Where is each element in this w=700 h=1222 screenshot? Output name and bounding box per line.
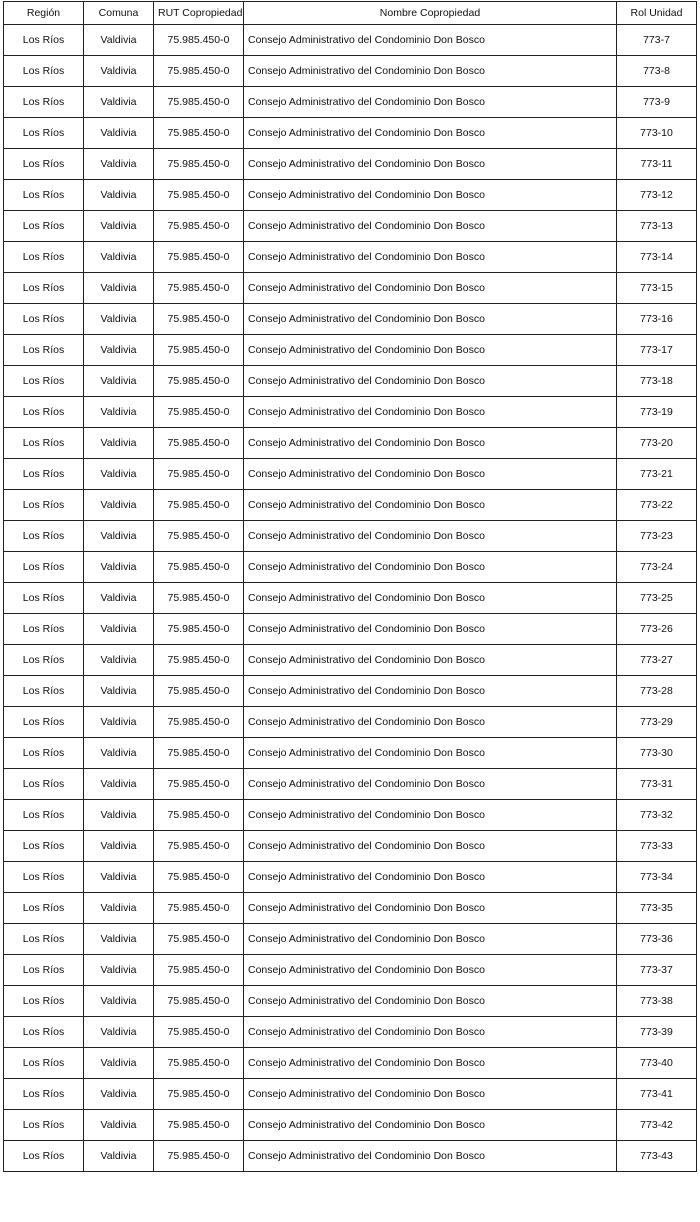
rol-cell: 773-32	[617, 800, 697, 831]
nombre-cell: Consejo Administrativo del Condominio Don Bosco	[244, 1141, 617, 1172]
nombre-cell: Consejo Administrativo del Condominio Don Bosco	[244, 862, 617, 893]
rut-cell: 75.985.450-0	[154, 1079, 244, 1110]
comuna-cell: Valdivia	[84, 831, 154, 862]
rut-cell: 75.985.450-0	[154, 862, 244, 893]
nombre-cell: Consejo Administrativo del Condominio Don Bosco	[244, 955, 617, 986]
region-cell: Los Ríos	[4, 459, 84, 490]
rut-cell: 75.985.450-0	[154, 986, 244, 1017]
rut-cell: 75.985.450-0	[154, 25, 244, 56]
table-row	[4, 118, 697, 149]
nombre-cell: Consejo Administrativo del Condominio Don Bosco	[244, 118, 617, 149]
rut-cell: 75.985.450-0	[154, 304, 244, 335]
region-cell: Los Ríos	[4, 862, 84, 893]
comuna-cell: Valdivia	[84, 738, 154, 769]
nombre-cell: Consejo Administrativo del Condominio Don Bosco	[244, 769, 617, 800]
rol-cell: 773-9	[617, 87, 697, 118]
nombre-cell: Consejo Administrativo del Condominio Don Bosco	[244, 25, 617, 56]
comuna-cell: Valdivia	[84, 273, 154, 304]
region-cell: Los Ríos	[4, 552, 84, 583]
table-row	[4, 56, 697, 87]
comuna-cell: Valdivia	[84, 986, 154, 1017]
rol-cell: 773-26	[617, 614, 697, 645]
rut-cell: 75.985.450-0	[154, 56, 244, 87]
nombre-cell: Consejo Administrativo del Condominio Don Bosco	[244, 986, 617, 1017]
nombre-cell: Consejo Administrativo del Condominio Don Bosco	[244, 428, 617, 459]
comuna-cell: Valdivia	[84, 924, 154, 955]
region-cell: Los Ríos	[4, 211, 84, 242]
table-row	[4, 893, 697, 924]
rut-cell: 75.985.450-0	[154, 707, 244, 738]
rut-cell: 75.985.450-0	[154, 273, 244, 304]
rut-cell: 75.985.450-0	[154, 87, 244, 118]
rut-cell: 75.985.450-0	[154, 366, 244, 397]
nombre-cell: Consejo Administrativo del Condominio Don Bosco	[244, 397, 617, 428]
table-row	[4, 738, 697, 769]
rut-cell: 75.985.450-0	[154, 645, 244, 676]
rut-cell: 75.985.450-0	[154, 676, 244, 707]
comuna-cell: Valdivia	[84, 676, 154, 707]
rol-cell: 773-33	[617, 831, 697, 862]
table-row	[4, 428, 697, 459]
rut-cell: 75.985.450-0	[154, 428, 244, 459]
nombre-cell: Consejo Administrativo del Condominio Don Bosco	[244, 831, 617, 862]
rol-cell: 773-8	[617, 56, 697, 87]
rol-cell: 773-40	[617, 1048, 697, 1079]
comuna-cell: Valdivia	[84, 955, 154, 986]
region-cell: Los Ríos	[4, 1110, 84, 1141]
rol-cell: 773-10	[617, 118, 697, 149]
region-cell: Los Ríos	[4, 1017, 84, 1048]
table-row	[4, 614, 697, 645]
rut-cell: 75.985.450-0	[154, 118, 244, 149]
header-nombre-copropiedad: Nombre Copropiedad	[244, 2, 617, 25]
rol-cell: 773-28	[617, 676, 697, 707]
nombre-cell: Consejo Administrativo del Condominio Don Bosco	[244, 149, 617, 180]
comuna-cell: Valdivia	[84, 521, 154, 552]
comuna-cell: Valdivia	[84, 56, 154, 87]
rol-cell: 773-14	[617, 242, 697, 273]
comuna-cell: Valdivia	[84, 242, 154, 273]
comuna-cell: Valdivia	[84, 1048, 154, 1079]
comuna-cell: Valdivia	[84, 211, 154, 242]
rol-cell: 773-22	[617, 490, 697, 521]
region-cell: Los Ríos	[4, 521, 84, 552]
table-row	[4, 955, 697, 986]
table-row	[4, 800, 697, 831]
region-cell: Los Ríos	[4, 800, 84, 831]
rol-cell: 773-43	[617, 1141, 697, 1172]
comuna-cell: Valdivia	[84, 149, 154, 180]
rol-cell: 773-27	[617, 645, 697, 676]
comuna-cell: Valdivia	[84, 304, 154, 335]
nombre-cell: Consejo Administrativo del Condominio Don Bosco	[244, 1017, 617, 1048]
region-cell: Los Ríos	[4, 893, 84, 924]
region-cell: Los Ríos	[4, 676, 84, 707]
nombre-cell: Consejo Administrativo del Condominio Don Bosco	[244, 1048, 617, 1079]
comuna-cell: Valdivia	[84, 366, 154, 397]
region-cell: Los Ríos	[4, 614, 84, 645]
comuna-cell: Valdivia	[84, 862, 154, 893]
comuna-cell: Valdivia	[84, 1110, 154, 1141]
rut-cell: 75.985.450-0	[154, 1141, 244, 1172]
comuna-cell: Valdivia	[84, 645, 154, 676]
table-row	[4, 459, 697, 490]
table-row	[4, 707, 697, 738]
table-row	[4, 645, 697, 676]
table-row	[4, 149, 697, 180]
comuna-cell: Valdivia	[84, 397, 154, 428]
nombre-cell: Consejo Administrativo del Condominio Don Bosco	[244, 676, 617, 707]
region-cell: Los Ríos	[4, 583, 84, 614]
rut-cell: 75.985.450-0	[154, 397, 244, 428]
rol-cell: 773-24	[617, 552, 697, 583]
region-cell: Los Ríos	[4, 56, 84, 87]
rut-cell: 75.985.450-0	[154, 614, 244, 645]
comuna-cell: Valdivia	[84, 25, 154, 56]
rol-cell: 773-18	[617, 366, 697, 397]
rol-cell: 773-20	[617, 428, 697, 459]
comuna-cell: Valdivia	[84, 490, 154, 521]
rut-cell: 75.985.450-0	[154, 1048, 244, 1079]
table-row	[4, 1079, 697, 1110]
rut-cell: 75.985.450-0	[154, 955, 244, 986]
nombre-cell: Consejo Administrativo del Condominio Don Bosco	[244, 645, 617, 676]
rol-cell: 773-36	[617, 924, 697, 955]
nombre-cell: Consejo Administrativo del Condominio Don Bosco	[244, 893, 617, 924]
table-row	[4, 986, 697, 1017]
header-rol-unidad: Rol Unidad	[617, 2, 697, 25]
table-row	[4, 769, 697, 800]
region-cell: Los Ríos	[4, 180, 84, 211]
rut-cell: 75.985.450-0	[154, 242, 244, 273]
table-row	[4, 335, 697, 366]
table-row	[4, 87, 697, 118]
region-cell: Los Ríos	[4, 738, 84, 769]
region-cell: Los Ríos	[4, 25, 84, 56]
rut-cell: 75.985.450-0	[154, 490, 244, 521]
rol-cell: 773-12	[617, 180, 697, 211]
rol-cell: 773-16	[617, 304, 697, 335]
comuna-cell: Valdivia	[84, 1079, 154, 1110]
table-row	[4, 552, 697, 583]
header-comuna: Comuna	[84, 2, 154, 25]
table-row	[4, 273, 697, 304]
nombre-cell: Consejo Administrativo del Condominio Don Bosco	[244, 583, 617, 614]
rut-cell: 75.985.450-0	[154, 583, 244, 614]
nombre-cell: Consejo Administrativo del Condominio Don Bosco	[244, 56, 617, 87]
region-cell: Los Ríos	[4, 118, 84, 149]
table-row	[4, 583, 697, 614]
comuna-cell: Valdivia	[84, 893, 154, 924]
nombre-cell: Consejo Administrativo del Condominio Don Bosco	[244, 459, 617, 490]
table-row	[4, 1110, 697, 1141]
region-cell: Los Ríos	[4, 490, 84, 521]
rol-cell: 773-30	[617, 738, 697, 769]
rol-cell: 773-34	[617, 862, 697, 893]
rol-cell: 773-35	[617, 893, 697, 924]
table-body	[4, 25, 697, 1172]
table-row	[4, 831, 697, 862]
table-row	[4, 1141, 697, 1172]
header-region: Región	[4, 2, 84, 25]
rol-cell: 773-42	[617, 1110, 697, 1141]
nombre-cell: Consejo Administrativo del Condominio Don Bosco	[244, 273, 617, 304]
rol-cell: 773-37	[617, 955, 697, 986]
rut-cell: 75.985.450-0	[154, 459, 244, 490]
region-cell: Los Ríos	[4, 273, 84, 304]
region-cell: Los Ríos	[4, 707, 84, 738]
table-row	[4, 366, 697, 397]
rol-cell: 773-23	[617, 521, 697, 552]
rut-cell: 75.985.450-0	[154, 521, 244, 552]
table-row	[4, 304, 697, 335]
table-row	[4, 676, 697, 707]
nombre-cell: Consejo Administrativo del Condominio Don Bosco	[244, 366, 617, 397]
nombre-cell: Consejo Administrativo del Condominio Don Bosco	[244, 800, 617, 831]
rut-cell: 75.985.450-0	[154, 1017, 244, 1048]
rut-cell: 75.985.450-0	[154, 800, 244, 831]
nombre-cell: Consejo Administrativo del Condominio Don Bosco	[244, 490, 617, 521]
rol-cell: 773-29	[617, 707, 697, 738]
rol-cell: 773-25	[617, 583, 697, 614]
nombre-cell: Consejo Administrativo del Condominio Don Bosco	[244, 552, 617, 583]
region-cell: Los Ríos	[4, 87, 84, 118]
rut-cell: 75.985.450-0	[154, 769, 244, 800]
rol-cell: 773-15	[617, 273, 697, 304]
comuna-cell: Valdivia	[84, 800, 154, 831]
nombre-cell: Consejo Administrativo del Condominio Don Bosco	[244, 614, 617, 645]
rol-cell: 773-38	[617, 986, 697, 1017]
rut-cell: 75.985.450-0	[154, 552, 244, 583]
region-cell: Los Ríos	[4, 1048, 84, 1079]
region-cell: Los Ríos	[4, 955, 84, 986]
comuna-cell: Valdivia	[84, 428, 154, 459]
table-row	[4, 1048, 697, 1079]
rut-cell: 75.985.450-0	[154, 924, 244, 955]
table-row	[4, 25, 697, 56]
nombre-cell: Consejo Administrativo del Condominio Don Bosco	[244, 304, 617, 335]
region-cell: Los Ríos	[4, 1079, 84, 1110]
rut-cell: 75.985.450-0	[154, 211, 244, 242]
comuna-cell: Valdivia	[84, 769, 154, 800]
comuna-cell: Valdivia	[84, 1141, 154, 1172]
rol-cell: 773-41	[617, 1079, 697, 1110]
table-row	[4, 211, 697, 242]
region-cell: Los Ríos	[4, 645, 84, 676]
comuna-cell: Valdivia	[84, 707, 154, 738]
nombre-cell: Consejo Administrativo del Condominio Don Bosco	[244, 707, 617, 738]
comuna-cell: Valdivia	[84, 459, 154, 490]
region-cell: Los Ríos	[4, 986, 84, 1017]
nombre-cell: Consejo Administrativo del Condominio Don Bosco	[244, 738, 617, 769]
copropiedad-table	[3, 1, 697, 1172]
rut-cell: 75.985.450-0	[154, 335, 244, 366]
region-cell: Los Ríos	[4, 924, 84, 955]
rut-cell: 75.985.450-0	[154, 149, 244, 180]
rol-cell: 773-39	[617, 1017, 697, 1048]
comuna-cell: Valdivia	[84, 583, 154, 614]
region-cell: Los Ríos	[4, 149, 84, 180]
region-cell: Los Ríos	[4, 1141, 84, 1172]
comuna-cell: Valdivia	[84, 180, 154, 211]
rut-cell: 75.985.450-0	[154, 180, 244, 211]
table-header-row	[4, 2, 697, 25]
nombre-cell: Consejo Administrativo del Condominio Don Bosco	[244, 87, 617, 118]
comuna-cell: Valdivia	[84, 118, 154, 149]
rut-cell: 75.985.450-0	[154, 893, 244, 924]
comuna-cell: Valdivia	[84, 1017, 154, 1048]
comuna-cell: Valdivia	[84, 335, 154, 366]
region-cell: Los Ríos	[4, 831, 84, 862]
region-cell: Los Ríos	[4, 769, 84, 800]
rol-cell: 773-21	[617, 459, 697, 490]
rol-cell: 773-19	[617, 397, 697, 428]
rut-cell: 75.985.450-0	[154, 1110, 244, 1141]
nombre-cell: Consejo Administrativo del Condominio Don Bosco	[244, 924, 617, 955]
table-row	[4, 521, 697, 552]
comuna-cell: Valdivia	[84, 614, 154, 645]
region-cell: Los Ríos	[4, 397, 84, 428]
table-row	[4, 490, 697, 521]
header-rut-copropiedad: RUT Copropiedad	[154, 2, 244, 25]
rut-cell: 75.985.450-0	[154, 831, 244, 862]
rol-cell: 773-31	[617, 769, 697, 800]
region-cell: Los Ríos	[4, 304, 84, 335]
table-row	[4, 242, 697, 273]
table-row	[4, 862, 697, 893]
rol-cell: 773-13	[617, 211, 697, 242]
comuna-cell: Valdivia	[84, 552, 154, 583]
nombre-cell: Consejo Administrativo del Condominio Don Bosco	[244, 1110, 617, 1141]
table-row	[4, 397, 697, 428]
region-cell: Los Ríos	[4, 366, 84, 397]
region-cell: Los Ríos	[4, 242, 84, 273]
table-row	[4, 924, 697, 955]
region-cell: Los Ríos	[4, 335, 84, 366]
table-row	[4, 1017, 697, 1048]
nombre-cell: Consejo Administrativo del Condominio Don Bosco	[244, 211, 617, 242]
comuna-cell: Valdivia	[84, 87, 154, 118]
rol-cell: 773-17	[617, 335, 697, 366]
nombre-cell: Consejo Administrativo del Condominio Don Bosco	[244, 521, 617, 552]
rut-cell: 75.985.450-0	[154, 738, 244, 769]
nombre-cell: Consejo Administrativo del Condominio Don Bosco	[244, 242, 617, 273]
table-row	[4, 180, 697, 211]
rol-cell: 773-11	[617, 149, 697, 180]
nombre-cell: Consejo Administrativo del Condominio Don Bosco	[244, 180, 617, 211]
region-cell: Los Ríos	[4, 428, 84, 459]
nombre-cell: Consejo Administrativo del Condominio Don Bosco	[244, 1079, 617, 1110]
nombre-cell: Consejo Administrativo del Condominio Don Bosco	[244, 335, 617, 366]
rol-cell: 773-7	[617, 25, 697, 56]
